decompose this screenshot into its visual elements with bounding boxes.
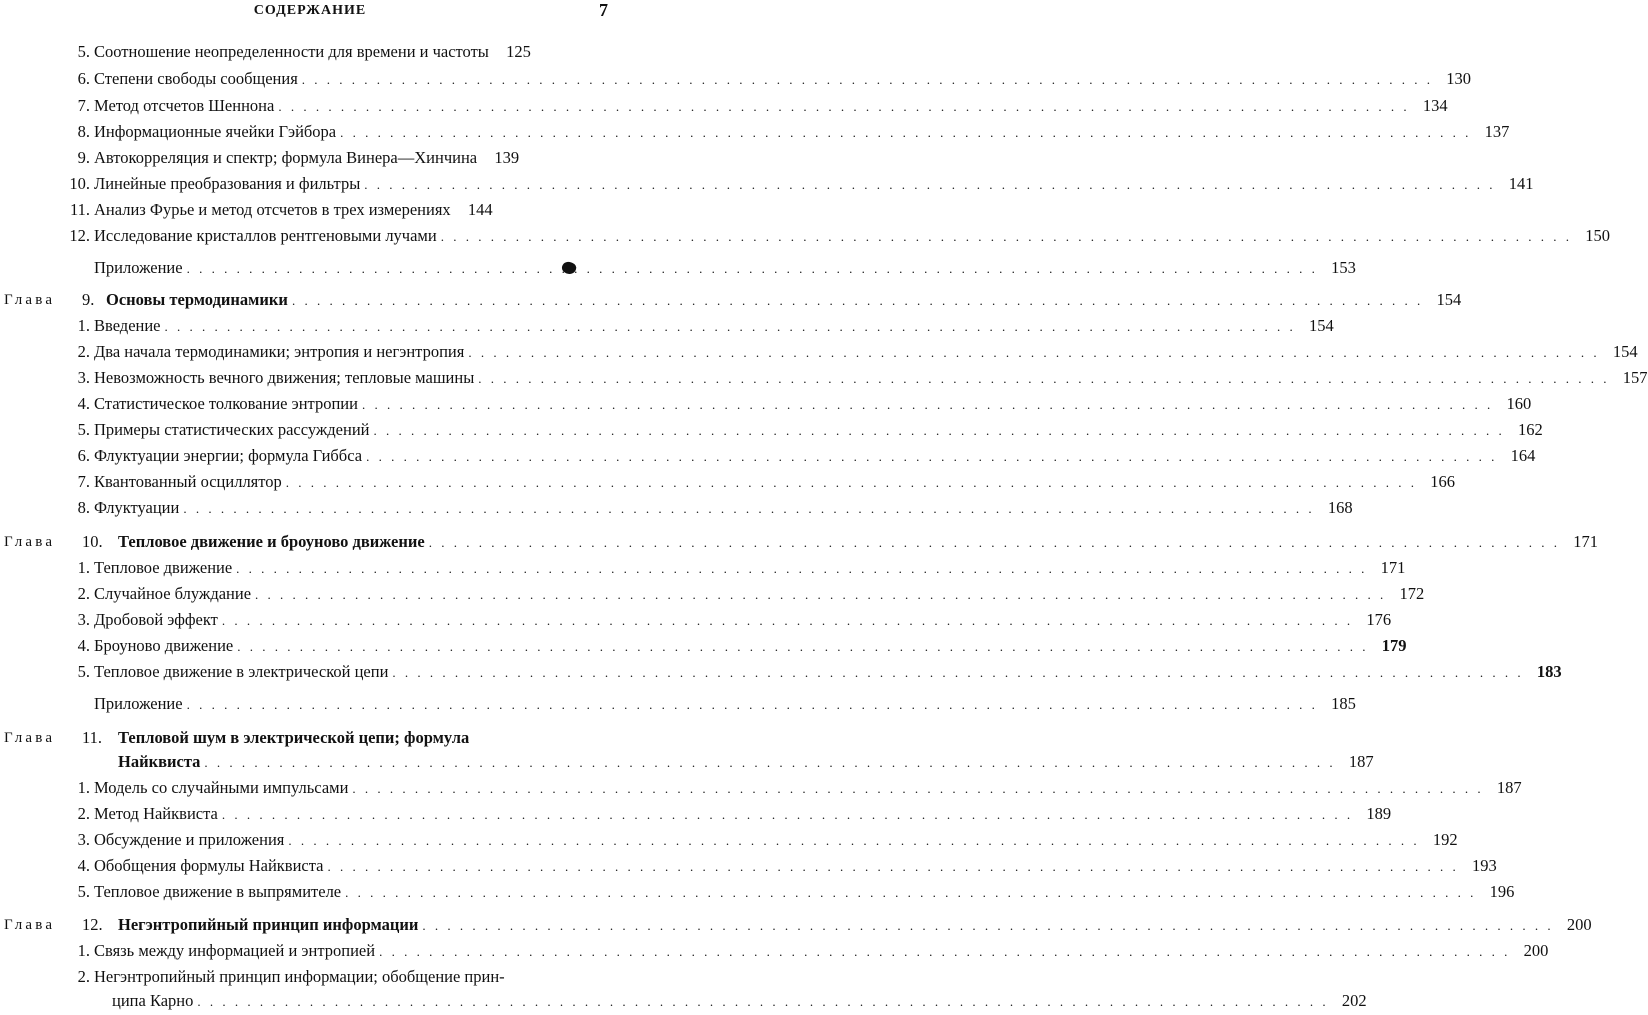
chapter-label: Глава — [4, 292, 56, 308]
toc-entry[interactable] — [0, 660, 1562, 684]
leader-dots — [327, 855, 1458, 879]
section-page: 166 — [1430, 472, 1456, 491]
leader-dots — [366, 445, 1497, 469]
section-title: Невозможность вечного движения; тепловые машины — [94, 368, 475, 387]
toc-chapter[interactable] — [0, 726, 620, 750]
toc-entry[interactable] — [0, 120, 1510, 144]
leader-dots — [236, 557, 1367, 581]
leader-dots — [441, 225, 1572, 249]
chapter-number: 12. — [82, 915, 103, 934]
leader-dots — [165, 315, 1296, 339]
section-title: Примеры статистических рассуждений — [94, 420, 370, 439]
section-number: 5. — [77, 882, 90, 901]
section-number: 2. — [77, 967, 90, 986]
toc-chapter[interactable] — [0, 288, 1462, 312]
section-title: Обсуждение и приложения — [94, 830, 285, 849]
leader-dots — [183, 497, 1314, 521]
section-title: Линейные преобразования и фильтры — [94, 174, 361, 193]
appendix-title: Приложение — [94, 694, 183, 713]
section-title: Тепловое движение в электрической цепи — [94, 662, 389, 681]
chapter-page: 200 — [1566, 915, 1592, 934]
section-title-line1: Негэнтропийный принцип информации; обобщение прин- — [94, 967, 505, 986]
section-page: 134 — [1422, 96, 1448, 115]
section-number: 3. — [77, 830, 90, 849]
section-number: 2. — [77, 584, 90, 603]
toc-entry[interactable] — [0, 854, 1497, 878]
leader-dots — [392, 661, 1523, 685]
section-page: 144 — [467, 200, 493, 219]
toc-entry[interactable] — [0, 880, 1515, 904]
section-number: 8. — [77, 122, 90, 141]
section-title: Метод Найквиста — [94, 804, 218, 823]
leader-dots — [302, 68, 1433, 92]
toc-entry[interactable] — [0, 392, 1532, 416]
section-title: Два начала термодинамики; энтропия и негэнтропия — [94, 342, 465, 361]
toc-entry[interactable] — [0, 556, 1406, 580]
section-page: 171 — [1380, 558, 1406, 577]
leader-dots — [478, 367, 1609, 391]
chapter-number: 9. — [82, 290, 95, 309]
chapter-label: Глава — [4, 534, 56, 550]
section-title: Дробовой эффект — [94, 610, 218, 629]
section-number: 3. — [77, 368, 90, 387]
leader-dots — [187, 693, 1318, 717]
section-page: 150 — [1585, 226, 1610, 245]
section-title: Введение — [94, 316, 161, 335]
section-number: 6. — [77, 69, 90, 88]
toc-entry[interactable] — [0, 802, 1392, 826]
toc-entry[interactable] — [0, 40, 620, 64]
section-number: 1. — [77, 558, 90, 577]
section-number: 6. — [77, 446, 90, 465]
leader-dots — [288, 829, 1419, 853]
toc-entry[interactable] — [0, 496, 1353, 520]
section-number: 11. — [69, 200, 90, 219]
leader-dots — [187, 257, 1318, 281]
section-page: 193 — [1471, 856, 1497, 875]
toc-appendix[interactable] — [0, 256, 1356, 280]
chapter-page: 171 — [1573, 532, 1598, 551]
toc-entry[interactable] — [0, 776, 1522, 800]
section-number: 1. — [77, 941, 90, 960]
section-page: 154 — [1612, 342, 1638, 361]
chapter-page: 187 — [1348, 752, 1374, 771]
section-title: Автокорреляция и спектр; формула Винера—Хинчина — [94, 148, 478, 167]
leader-dots — [468, 341, 1599, 365]
section-number: 4. — [77, 394, 90, 413]
toc-entry[interactable] — [0, 939, 1549, 963]
toc-chapter[interactable] — [0, 530, 1598, 554]
section-title: Тепловое движение в выпрямителе — [94, 882, 342, 901]
leader-dots — [222, 609, 1353, 633]
toc-entry[interactable] — [0, 172, 1534, 196]
section-number: 4. — [77, 636, 90, 655]
section-number: 4. — [77, 856, 90, 875]
appendix-title: Приложение — [94, 258, 183, 277]
leader-dots — [345, 881, 1476, 905]
toc-entry[interactable] — [0, 67, 1472, 91]
section-page: 168 — [1327, 498, 1353, 517]
leader-dots — [237, 635, 1368, 659]
leader-dots — [362, 393, 1493, 417]
section-page: 176 — [1366, 610, 1392, 629]
toc-entry[interactable] — [0, 366, 1648, 390]
section-title: Обобщения формулы Найквиста — [94, 856, 324, 875]
section-page: 160 — [1506, 394, 1532, 413]
toc-entry[interactable] — [0, 828, 1458, 852]
section-page: 157 — [1622, 368, 1648, 387]
chapter-number: 10. — [82, 532, 103, 551]
leader-dots — [422, 914, 1553, 938]
section-number: 1. — [77, 778, 90, 797]
page-number: 7 — [599, 0, 608, 20]
section-page: 200 — [1523, 941, 1549, 960]
section-title: Случайное блуждание — [94, 584, 252, 603]
leader-dots — [255, 583, 1386, 607]
section-title: Анализ Фурье и метод отсчетов в трех измерениях — [94, 200, 451, 219]
toc-entry[interactable] — [0, 608, 1392, 632]
toc-entry[interactable] — [0, 470, 1456, 494]
section-title: Броуново движение — [94, 636, 234, 655]
section-page: 179 — [1381, 636, 1407, 655]
leader-dots — [204, 751, 1335, 775]
section-title: Статистическое толкование энтропии — [94, 394, 358, 413]
chapter-title-line2: Найквиста — [118, 752, 201, 771]
section-number: 7. — [77, 472, 90, 491]
toc-entry[interactable] — [0, 224, 1610, 248]
chapter-title: Негэнтропийный принцип информации — [118, 915, 419, 934]
section-title: Квантованный осциллятор — [94, 472, 282, 491]
section-page: 187 — [1496, 778, 1522, 797]
toc-entry-cont[interactable] — [0, 989, 1367, 1013]
chapter-title-line1: Тепловой шум в электрической цепи; формула — [118, 728, 470, 747]
chapter-label: Глава — [4, 730, 56, 746]
toc-appendix[interactable] — [0, 692, 1356, 716]
section-page: 192 — [1432, 830, 1458, 849]
section-page: 189 — [1366, 804, 1392, 823]
section-title: Модель со случайными импульсами — [94, 778, 349, 797]
section-number: 5. — [77, 42, 90, 61]
section-number: 9. — [77, 148, 90, 167]
leader-dots — [197, 990, 1328, 1014]
chapter-title: Тепловое движение и броуново движение — [118, 532, 425, 551]
section-title: Соотношение неопределенности для времени и частоты — [94, 42, 489, 61]
section-title: Информационные ячейки Гэйбора — [94, 122, 337, 141]
section-number: 5. — [77, 662, 90, 681]
leader-dots — [379, 940, 1510, 964]
section-number: 1. — [77, 316, 90, 335]
section-title: Исследование кристаллов рентгеновыми лучами — [94, 226, 437, 245]
chapter-number: 11. — [82, 728, 103, 747]
section-page: 172 — [1399, 584, 1425, 603]
leader-dots — [278, 95, 1409, 119]
toc-entry[interactable] — [0, 340, 1638, 364]
toc-entry[interactable] — [0, 582, 1425, 606]
section-page: 139 — [494, 148, 520, 167]
chapter-page: 154 — [1436, 290, 1462, 309]
section-page: 162 — [1517, 420, 1543, 439]
section-number: 7. — [77, 96, 90, 115]
section-page: 164 — [1510, 446, 1536, 465]
section-number: 8. — [77, 498, 90, 517]
section-page: 125 — [506, 42, 531, 61]
leader-dots — [373, 419, 1504, 443]
section-title: Степени свободы сообщения — [94, 69, 298, 88]
section-number: 5. — [77, 420, 90, 439]
toc-entry[interactable] — [0, 444, 1536, 468]
section-number: 12. — [69, 226, 90, 245]
leader-dots — [222, 803, 1353, 827]
section-number: 10. — [69, 174, 90, 193]
section-page: 130 — [1446, 69, 1472, 88]
leader-dots — [352, 777, 1483, 801]
section-title: Метод отсчетов Шеннона — [94, 96, 275, 115]
section-page: 141 — [1508, 174, 1534, 193]
toc-entry[interactable] — [0, 198, 620, 222]
toc-entry[interactable] — [0, 634, 1407, 658]
section-number: 3. — [77, 610, 90, 629]
section-number: 2. — [77, 804, 90, 823]
section-page: 137 — [1484, 122, 1510, 141]
section-title: Флуктуации — [94, 498, 180, 517]
running-head: СОДЕРЖАНИЕ — [253, 3, 367, 18]
section-page: 154 — [1309, 316, 1334, 335]
section-page: 202 — [1341, 991, 1367, 1010]
section-page: 196 — [1489, 882, 1515, 901]
leader-dots — [340, 121, 1471, 145]
section-title: Связь между информацией и энтропией — [94, 941, 376, 960]
chapter-title: Основы термодинамики — [106, 290, 288, 309]
toc-entry[interactable] — [0, 314, 1334, 338]
appendix-page: 185 — [1331, 694, 1356, 713]
chapter-label: Глава — [4, 917, 56, 933]
section-number: 2. — [77, 342, 90, 361]
section-title: Тепловое движение — [94, 558, 233, 577]
leader-dots — [364, 173, 1495, 197]
appendix-page: 153 — [1331, 258, 1356, 277]
section-title-line2: ципа Карно — [112, 991, 194, 1010]
toc-chapter-cont[interactable] — [0, 750, 1374, 774]
section-title: Флуктуации энергии; формула Гиббса — [94, 446, 363, 465]
section-page: 183 — [1536, 662, 1562, 681]
toc-entry[interactable] — [0, 146, 620, 170]
leader-dots — [286, 471, 1417, 495]
leader-dots — [292, 289, 1423, 313]
leader-dots — [429, 531, 1560, 555]
toc-chapter[interactable] — [0, 913, 1592, 937]
toc-entry[interactable] — [0, 94, 1448, 118]
toc-entry[interactable] — [0, 418, 1543, 442]
